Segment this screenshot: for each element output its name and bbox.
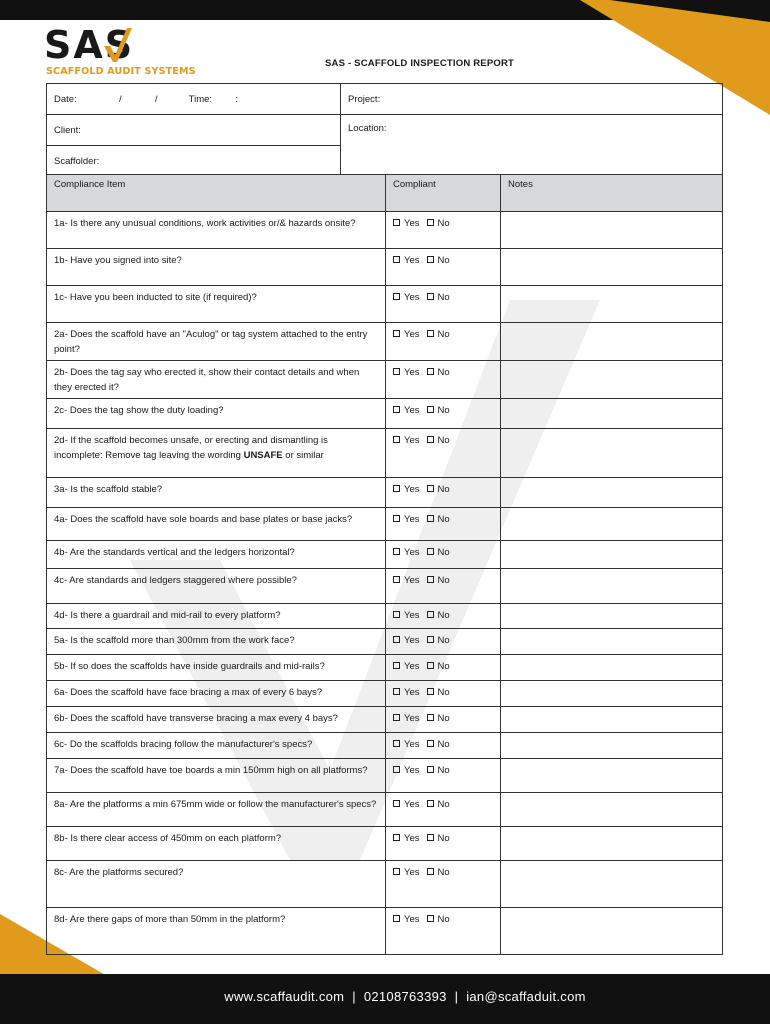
no-label: No [437,218,450,229]
yes-checkbox[interactable] [393,515,400,522]
compliance-item [47,508,386,541]
notes-cell[interactable] [501,323,723,361]
yes-label: Yes [404,914,420,925]
yes-checkbox[interactable] [393,406,400,413]
yes-checkbox[interactable] [393,330,400,337]
header-form [46,83,723,177]
table-row [47,827,723,861]
column-header-compliant: Compliant [386,175,501,212]
notes-cell[interactable] [501,604,723,629]
no-checkbox[interactable] [427,406,434,413]
compliance-item-text: 2c- Does the tag show the duty loading? [54,405,224,416]
compliance-item [47,629,386,655]
yes-checkbox[interactable] [393,548,400,555]
yes-label: Yes [404,739,420,750]
compliance-item-text: 4d- Is there a guardrail and mid-rail to every platform? [54,610,281,621]
footer-email[interactable]: ian@scaffaduit.com [466,989,586,1004]
notes-cell[interactable] [501,861,723,908]
location-label: Location: [348,123,387,134]
yes-label: Yes [404,484,420,495]
compliance-item [47,707,386,733]
no-checkbox[interactable] [427,740,434,747]
yes-checkbox[interactable] [393,256,400,263]
compliant-cell [386,604,501,629]
table-row [47,429,723,478]
table-row [47,508,723,541]
yes-label: Yes [404,367,420,378]
yes-checkbox[interactable] [393,436,400,443]
table-row [47,681,723,707]
notes-cell[interactable] [501,361,723,399]
time-label: Time: [188,93,213,105]
compliance-item-text: 6c- Do the scaffolds bracing follow the manufacturer's specs? [54,739,313,750]
yes-label: Yes [404,833,420,844]
compliance-item [47,323,386,361]
time-separator: : [235,93,238,105]
no-label: No [437,799,450,810]
compliance-item-text: 4c- Are standards and ledgers staggered where possible? [54,575,297,586]
yes-label: Yes [404,867,420,878]
notes-cell[interactable] [501,286,723,323]
no-checkbox[interactable] [427,800,434,807]
no-checkbox[interactable] [427,368,434,375]
compliance-item [47,541,386,569]
compliance-item [47,212,386,249]
no-checkbox[interactable] [427,436,434,443]
notes-cell[interactable] [501,655,723,681]
notes-cell[interactable] [501,908,723,955]
compliance-item-text: 8d- Are there gaps of more than 50mm in the platform? [54,914,286,925]
compliant-cell [386,655,501,681]
compliant-cell [386,569,501,604]
table-header-row [47,175,723,212]
compliant-cell [386,861,501,908]
table-row [47,569,723,604]
project-label: Project: [348,93,381,105]
compliance-table [46,174,723,955]
compliant-cell [386,681,501,707]
table-row [47,249,723,286]
footer [0,974,770,1024]
compliance-item-text-after: or similar [282,450,324,461]
notes-cell[interactable] [501,478,723,508]
table-row [47,604,723,629]
compliance-item-text: 4b- Are the standards vertical and the ledgers horizontal? [54,547,295,558]
table-row [47,793,723,827]
no-label: No [437,405,450,416]
no-label: No [437,833,450,844]
compliance-item [47,733,386,759]
table-row [47,323,723,361]
no-checkbox[interactable] [427,662,434,669]
notes-cell[interactable] [501,249,723,286]
yes-label: Yes [404,292,420,303]
yes-checkbox[interactable] [393,834,400,841]
yes-checkbox[interactable] [393,485,400,492]
yes-label: Yes [404,799,420,810]
compliance-item [47,478,386,508]
no-label: No [437,514,450,525]
date-time-field[interactable] [47,84,341,115]
logo-subtitle: SCAFFOLD AUDIT SYSTEMS [46,66,196,77]
compliance-item [47,249,386,286]
yes-checkbox[interactable] [393,868,400,875]
compliant-cell [386,323,501,361]
yes-checkbox[interactable] [393,636,400,643]
no-checkbox[interactable] [427,548,434,555]
compliant-cell [386,508,501,541]
location-field[interactable] [341,115,723,177]
scaffolder-field[interactable] [47,146,341,177]
footer-website[interactable]: www.scaffaudit.com [224,989,345,1004]
logo-check-icon [102,26,132,62]
client-label: Client: [54,124,81,136]
notes-cell[interactable] [501,707,723,733]
yes-label: Yes [404,765,420,776]
no-label: No [437,867,450,878]
table-row [47,478,723,508]
date-separator: / [119,93,122,105]
compliance-item-text: 5a- Is the scaffold more than 300mm from the work face? [54,635,295,646]
no-checkbox[interactable] [427,330,434,337]
yes-label: Yes [404,713,420,724]
compliance-item-text: 1b- Have you signed into site? [54,255,182,266]
notes-cell[interactable] [501,429,723,478]
yes-label: Yes [404,435,420,446]
notes-cell[interactable] [501,541,723,569]
compliance-item-text: 8b- Is there clear access of 450mm on each platform? [54,833,282,844]
yes-checkbox[interactable] [393,611,400,618]
table-row [47,212,723,249]
notes-cell[interactable] [501,508,723,541]
column-header-notes: Notes [501,175,723,212]
compliant-cell [386,629,501,655]
no-label: No [437,547,450,558]
table-row [47,707,723,733]
compliance-item-text: 6a- Does the scaffold have face bracing a max of every 6 bays? [54,687,323,698]
date-label: Date: [54,93,77,105]
compliant-cell [386,399,501,429]
yes-label: Yes [404,218,420,229]
compliance-item-text: 5b- If so does the scaffolds have inside guardrails and mid-rails? [54,661,325,672]
no-label: No [437,914,450,925]
footer-separator: | [352,989,356,1004]
compliant-cell [386,759,501,793]
compliance-item-text: 6b- Does the scaffold have transverse bracing a max every 4 bays? [54,713,338,724]
compliance-item-text: 8c- Are the platforms secured? [54,867,184,878]
no-checkbox[interactable] [427,611,434,618]
yes-checkbox[interactable] [393,800,400,807]
yes-checkbox[interactable] [393,662,400,669]
notes-cell[interactable] [501,629,723,655]
compliance-item [47,399,386,429]
column-header-item: Compliance Item [47,175,386,212]
compliant-cell [386,827,501,861]
yes-label: Yes [404,329,420,340]
yes-label: Yes [404,405,420,416]
yes-label: Yes [404,514,420,525]
no-label: No [437,610,450,621]
table-row [47,399,723,429]
unsafe-emphasis: UNSAFE [243,450,283,461]
notes-cell[interactable] [501,212,723,249]
yes-label: Yes [404,635,420,646]
no-checkbox[interactable] [427,766,434,773]
compliance-item-text: 1c- Have you been inducted to site (if required)? [54,292,257,303]
yes-checkbox[interactable] [393,766,400,773]
no-checkbox[interactable] [427,256,434,263]
compliance-item [47,655,386,681]
yes-checkbox[interactable] [393,688,400,695]
no-checkbox[interactable] [427,576,434,583]
no-checkbox[interactable] [427,485,434,492]
no-checkbox[interactable] [427,293,434,300]
date-separator: / [154,93,158,105]
compliance-item [47,604,386,629]
notes-cell[interactable] [501,569,723,604]
compliance-item [47,286,386,323]
compliance-item-text: 4a- Does the scaffold have sole boards and base plates or base jacks? [54,514,353,525]
yes-label: Yes [404,610,420,621]
no-label: No [437,367,450,378]
compliance-item-text: 3a- Is the scaffold stable? [54,484,163,495]
compliance-item [47,361,386,399]
no-checkbox[interactable] [427,868,434,875]
project-field[interactable] [341,84,723,115]
no-label: No [437,713,450,724]
no-checkbox[interactable] [427,688,434,695]
table-row [47,861,723,908]
table-row [47,361,723,399]
yes-label: Yes [404,575,420,586]
compliant-cell [386,249,501,286]
compliant-cell [386,707,501,733]
compliance-item-text: 8a- Are the platforms a min 675mm wide or follow the manufacturer's specs? [54,799,377,810]
no-label: No [437,255,450,266]
notes-cell[interactable] [501,827,723,861]
compliant-cell [386,286,501,323]
notes-cell[interactable] [501,399,723,429]
yes-label: Yes [404,547,420,558]
no-label: No [437,661,450,672]
table-row [47,541,723,569]
yes-checkbox[interactable] [393,915,400,922]
footer-separator: | [454,989,459,1004]
table-row [47,655,723,681]
compliant-cell [386,212,501,249]
compliance-item [47,827,386,861]
yes-checkbox[interactable] [393,219,400,226]
no-checkbox[interactable] [427,636,434,643]
table-row [47,286,723,323]
compliance-item [47,429,386,478]
no-label: No [437,575,450,586]
compliance-item [47,793,386,827]
compliance-item-text: 1a- Is there any unusual conditions, work activities or/& hazards onsite? [54,218,356,229]
scaffolder-label: Scaffolder: [54,155,100,167]
compliant-cell [386,429,501,478]
logo-wordmark: SAS [44,23,135,67]
no-label: No [437,739,450,750]
no-checkbox[interactable] [427,834,434,841]
compliance-item [47,569,386,604]
compliance-item-text: 2b- Does the tag say who erected it, show their contact details and when they erected it? [54,367,360,393]
no-checkbox[interactable] [427,219,434,226]
yes-checkbox[interactable] [393,576,400,583]
table-row [47,908,723,955]
no-checkbox[interactable] [427,714,434,721]
compliant-cell [386,361,501,399]
compliance-item [47,908,386,955]
no-label: No [437,765,450,776]
no-checkbox[interactable] [427,915,434,922]
logo [44,23,196,80]
compliant-cell [386,908,501,955]
yes-label: Yes [404,255,420,266]
notes-cell[interactable] [501,733,723,759]
no-label: No [437,329,450,340]
compliant-cell [386,541,501,569]
compliance-item-text: 2a- Does the scaffold have an "Aculog" or tag system attached to the entry point? [54,329,368,355]
yes-checkbox[interactable] [393,293,400,300]
no-label: No [437,292,450,303]
no-label: No [437,687,450,698]
yes-checkbox[interactable] [393,714,400,721]
compliance-item-text: 7a- Does the scaffold have toe boards a min 150mm high on all platforms? [54,765,368,776]
client-field[interactable] [47,115,341,146]
notes-cell[interactable] [501,793,723,827]
compliant-cell [386,478,501,508]
yes-label: Yes [404,661,420,672]
compliance-item [47,861,386,908]
table-row [47,759,723,793]
compliant-cell [386,733,501,759]
yes-checkbox[interactable] [393,740,400,747]
compliance-item [47,681,386,707]
notes-cell[interactable] [501,759,723,793]
no-label: No [437,635,450,646]
footer-phone[interactable]: 02108763393 [363,989,447,1004]
no-label: No [437,435,450,446]
no-checkbox[interactable] [427,515,434,522]
compliance-item-text: 2d- If the scaffold becomes unsafe, or erecting and dismantling is incomplete: Remove tag leaving the wording [54,435,328,461]
yes-checkbox[interactable] [393,368,400,375]
yes-label: Yes [404,687,420,698]
table-row [47,629,723,655]
compliant-cell [386,793,501,827]
notes-cell[interactable] [501,681,723,707]
no-label: No [437,484,450,495]
table-row [47,733,723,759]
compliance-item [47,759,386,793]
report-title: SAS - SCAFFOLD INSPECTION REPORT [325,58,515,69]
